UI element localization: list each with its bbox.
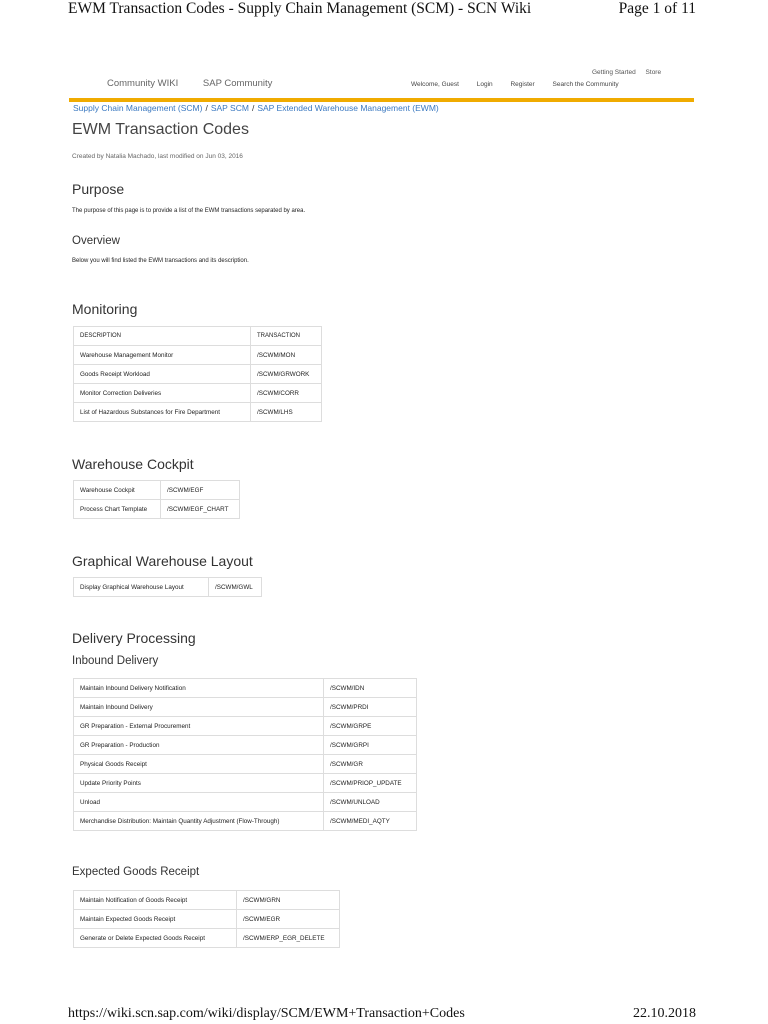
print-page-number: Page 1 of 11 (618, 0, 696, 17)
row-description: GR Preparation - External Procurement (74, 717, 324, 736)
row-description: Warehouse Cockpit (74, 481, 161, 500)
row-transaction: /SCWM/EGF (161, 481, 240, 500)
warehouse-cockpit-heading: Warehouse Cockpit (72, 456, 194, 472)
table-row (74, 910, 340, 929)
delivery-processing-heading: Delivery Processing (72, 630, 196, 646)
breadcrumb-sap-scm[interactable]: SAP SCM (210, 103, 249, 113)
graphical-layout-table (73, 577, 262, 597)
table-row (74, 698, 417, 717)
row-description: Maintain Expected Goods Receipt (74, 910, 237, 929)
nav-community-wiki[interactable]: Community WIKI (107, 78, 179, 89)
page-title: EWM Transaction Codes (72, 121, 249, 138)
breadcrumb (73, 103, 439, 113)
row-transaction: /SCWM/GRN (237, 891, 340, 910)
inbound-delivery-heading: Inbound Delivery (72, 655, 159, 667)
table-row (74, 736, 417, 755)
print-date: 22.10.2018 (633, 1006, 696, 1021)
row-transaction: /SCWM/GRPI (324, 736, 417, 755)
table-row (74, 717, 417, 736)
header-accent-bar (69, 98, 694, 102)
table-header-row (74, 327, 322, 346)
table-row (74, 481, 240, 500)
nav-sap-community[interactable]: SAP Community (202, 78, 273, 89)
row-description: Warehouse Management Monitor (74, 346, 251, 365)
row-description: GR Preparation - Production (74, 736, 324, 755)
expected-goods-receipt-heading: Expected Goods Receipt (72, 866, 200, 878)
expected-goods-receipt-table (73, 890, 340, 948)
header-transaction: TRANSACTION (251, 327, 322, 346)
register-link[interactable]: Register (510, 81, 535, 88)
row-description: List of Hazardous Substances for Fire Department (74, 403, 251, 422)
login-link[interactable]: Login (476, 81, 493, 88)
overview-heading: Overview (72, 235, 120, 247)
row-description: Maintain Inbound Delivery Notification (74, 679, 324, 698)
row-description: Display Graphical Warehouse Layout (74, 578, 209, 597)
purpose-heading: Purpose (72, 181, 125, 197)
row-description: Merchandise Distribution: Maintain Quantity Adjustment (Flow-Through) (74, 812, 324, 831)
monitoring-heading: Monitoring (72, 301, 138, 317)
print-url: https://wiki.scn.sap.com/wiki/display/SCM/EWM+Transaction+Codes (68, 1006, 465, 1021)
row-description: Physical Goods Receipt (74, 755, 324, 774)
user-bar (411, 81, 635, 88)
table-row (74, 812, 417, 831)
row-transaction: /SCWM/GWL (209, 578, 262, 597)
row-transaction: /SCWM/LHS (251, 403, 322, 422)
row-transaction: /SCWM/PRDI (324, 698, 417, 717)
overview-text: Below you will find listed the EWM transactions and its description. (72, 258, 249, 264)
table-row (74, 346, 322, 365)
row-description: Monitor Correction Deliveries (74, 384, 251, 403)
row-description: Unload (74, 793, 324, 812)
getting-started-link[interactable]: Getting Started (592, 69, 636, 76)
print-footer (0, 1004, 768, 1024)
row-description: Maintain Notification of Goods Receipt (74, 891, 237, 910)
table-row (74, 384, 322, 403)
row-transaction: /SCWM/GRPE (324, 717, 417, 736)
table-row (74, 793, 417, 812)
row-transaction: /SCWM/MON (251, 346, 322, 365)
header-description: DESCRIPTION (74, 327, 251, 346)
row-description: Process Chart Template (74, 500, 161, 519)
warehouse-cockpit-table (73, 480, 240, 519)
monitoring-table (73, 326, 322, 422)
page-metadata: Created by Natalia Machado, last modified on Jun 03, 2016 (72, 153, 243, 160)
print-title: EWM Transaction Codes - Supply Chain Management (SCM) - SCN Wiki (68, 0, 532, 17)
row-description: Goods Receipt Workload (74, 365, 251, 384)
row-description: Generate or Delete Expected Goods Receipt (74, 929, 237, 948)
inbound-delivery-table (73, 678, 417, 831)
top-nav (107, 78, 294, 89)
row-transaction: /SCWM/GR (324, 755, 417, 774)
table-row (74, 578, 262, 597)
table-row (74, 403, 322, 422)
row-transaction: /SCWM/CORR (251, 384, 322, 403)
breadcrumb-separator: / (251, 103, 255, 113)
table-row (74, 755, 417, 774)
table-row (74, 774, 417, 793)
welcome-text: Welcome, Guest (411, 81, 459, 88)
row-transaction: /SCWM/ERP_EGR_DELETE (237, 929, 340, 948)
table-row (74, 929, 340, 948)
table-row (74, 500, 240, 519)
row-transaction: /SCWM/GRWORK (251, 365, 322, 384)
print-header (0, 0, 768, 24)
breadcrumb-ewm[interactable]: SAP Extended Warehouse Management (EWM) (257, 103, 439, 113)
breadcrumb-scm[interactable]: Supply Chain Management (SCM) (73, 103, 203, 113)
table-row (74, 679, 417, 698)
table-row (74, 891, 340, 910)
table-row (74, 365, 322, 384)
row-transaction: /SCWM/EGR (237, 910, 340, 929)
utility-links (592, 69, 669, 76)
row-transaction: /SCWM/MEDI_AQTY (324, 812, 417, 831)
breadcrumb-separator: / (205, 103, 208, 113)
row-transaction: /SCWM/UNLOAD (324, 793, 417, 812)
row-transaction: /SCWM/IDN (324, 679, 417, 698)
row-transaction: /SCWM/PRIOP_UPDATE (324, 774, 417, 793)
store-link[interactable]: Store (645, 69, 662, 76)
purpose-text: The purpose of this page is to provide a list of the EWM transactions separated by area. (72, 208, 306, 214)
row-description: Maintain Inbound Delivery (74, 698, 324, 717)
row-description: Update Priority Points (74, 774, 324, 793)
row-transaction: /SCWM/EGF_CHART (161, 500, 240, 519)
graphical-layout-heading: Graphical Warehouse Layout (72, 553, 253, 569)
search-community-link[interactable]: Search the Community (552, 81, 619, 88)
